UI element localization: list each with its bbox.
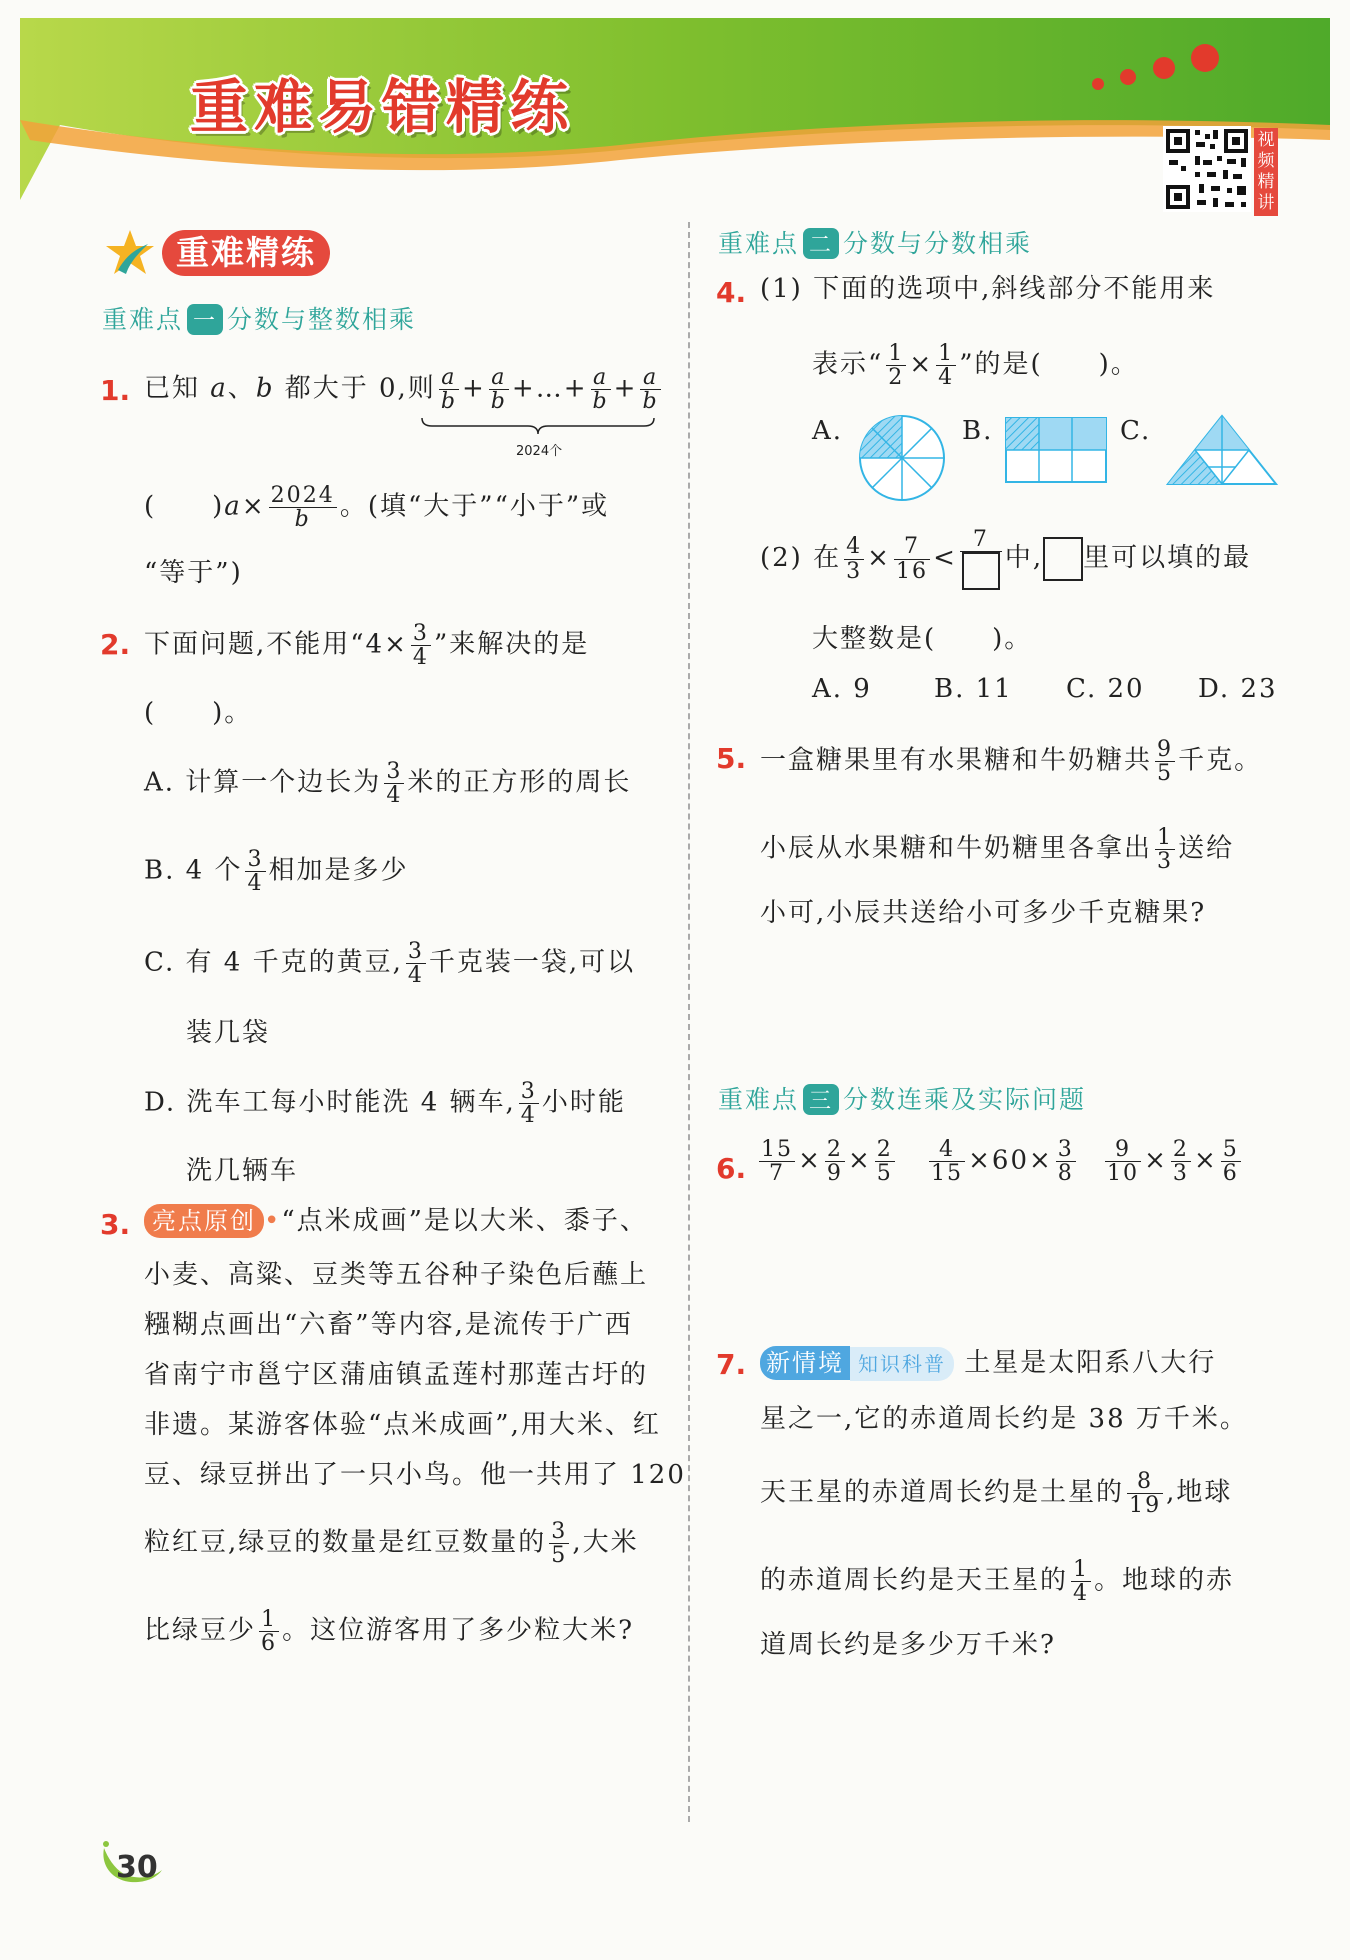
q4-part1-line2: 表示“ $\frac{1}{2}$ × $\frac{1}{4}$ ”的是( )。 — [812, 340, 1139, 391]
q4-choice-b[interactable]: B. 11 — [934, 674, 1013, 704]
q4-option-c-triangle-figure — [1166, 414, 1278, 486]
question-number-7: 7. — [716, 1348, 747, 1381]
q4-choice-c[interactable]: C. 20 — [1066, 674, 1145, 704]
section-heading-1: 重难点 一 分数与整数相乘 — [102, 305, 417, 334]
q4-part1-line1: (1) 下面的选项中,斜线部分不能用来 — [760, 274, 1216, 304]
q4-option-b-label[interactable]: B. — [962, 416, 994, 446]
page-number: 30 — [116, 1850, 158, 1885]
section-badge-main: 重难精练 — [162, 230, 330, 276]
q1-line-1: 已知 a、b 都大于 0,则 $\frac{a}{b}$ + $\frac{a}{b}$ +…+ $\frac{a}{b}$ + $\frac{a}{b}$ — [144, 364, 659, 415]
q2-option-d[interactable]: D. 洗车工每小时能洗 4 辆车, $\frac{3}{4}$ 小时能 — [144, 1078, 626, 1129]
question-number-2: 2. — [100, 628, 131, 661]
q3-line-6: 豆、绿豆拼出了一只小鸟。他一共用了 120 — [144, 1460, 686, 1490]
q7-line-1: 新情境 知识科普 土星是太阳系八大行 — [760, 1346, 1216, 1381]
q1-underbrace — [420, 416, 656, 436]
question-number-4: 4. — [716, 276, 747, 309]
qr-code-icon[interactable] — [1163, 126, 1251, 212]
answer-box-denominator[interactable] — [962, 552, 1000, 590]
q1-line-2: ( )a× $\frac{2024}{b}$ 。(填“大于”“小于”或 — [144, 482, 610, 533]
q4-part2-line2: 大整数是( )。 — [812, 624, 1033, 654]
q4-choice-d[interactable]: D. 23 — [1198, 674, 1278, 704]
q6-expression-1: $\frac{15}{7}$ × $\frac{2}{9}$ × $\frac{2}{5}$ — [761, 1136, 893, 1187]
star-logo-icon — [100, 226, 160, 278]
qr-video-label: 视频精讲 — [1254, 128, 1278, 216]
q7-line-2: 星之一,它的赤道周长约是 38 万千米。 — [760, 1404, 1248, 1434]
q3-line-7: 粒红豆,绿豆的数量是红豆数量的 $\frac{3}{5}$ ,大米 — [144, 1518, 639, 1569]
q1-brace-count: 2024个 — [516, 444, 563, 459]
q5-line-1: 一盒糖果里有水果糖和牛奶糖共 $\frac{9}{5}$ 千克。 — [760, 736, 1263, 787]
q2-line-2: ( )。 — [144, 698, 253, 728]
q3-line-8: 比绿豆少 $\frac{1}{6}$ 。这位游客用了多少粒大米? — [144, 1606, 635, 1657]
q2-option-d-cont: 洗几辆车 — [186, 1156, 299, 1186]
q2-option-c[interactable]: C. 有 4 千克的黄豆, $\frac{3}{4}$ 千克装一袋,可以 — [144, 938, 636, 989]
new-context-tag: 新情境 — [760, 1346, 850, 1380]
q7-line-3: 天王星的赤道周长约是土星的 $\frac{8}{19}$ ,地球 — [760, 1468, 1233, 1519]
original-highlight-tag: 亮点原创 — [144, 1204, 264, 1238]
q4-choice-a[interactable]: A. 9 — [812, 674, 872, 704]
page-header-title: 重难易错精练 — [190, 73, 575, 141]
q5-line-3: 小可,小辰共送给小可多少千克糖果? — [760, 898, 1207, 928]
q1-line-3: “等于”) — [144, 558, 243, 588]
question-number-5: 5. — [716, 742, 747, 775]
q4-option-b-grid-figure — [1004, 416, 1108, 484]
q2-option-a[interactable]: A. 计算一个边长为 $\frac{3}{4}$ 米的正方形的周长 — [144, 758, 632, 809]
column-divider — [688, 222, 690, 1822]
answer-box-inline[interactable] — [1043, 537, 1083, 581]
q3-line-2: 小麦、高粱、豆类等五谷种子染色后蘸上 — [144, 1260, 649, 1290]
question-number-1: 1. — [100, 374, 131, 407]
question-number-3: 3. — [100, 1208, 131, 1241]
section-heading-2: 重难点 二 分数与分数相乘 — [718, 229, 1033, 258]
q3-line-5: 非遗。某游客体验“点米成画”,用大米、红 — [144, 1410, 661, 1440]
q6-expression-3: $\frac{9}{10}$ × $\frac{2}{3}$ × $\frac{5}{6}$ — [1107, 1136, 1239, 1187]
q2-option-c-cont: 装几袋 — [186, 1018, 271, 1048]
question-number-6: 6. — [716, 1152, 747, 1185]
q4-option-a-circle-figure — [856, 412, 948, 504]
q7-line-4: 的赤道周长约是天王星的 $\frac{1}{4}$ 。地球的赤 — [760, 1556, 1235, 1607]
q3-line-4: 省南宁市邕宁区蒲庙镇孟莲村那莲古圩的 — [144, 1360, 649, 1390]
q2-option-b[interactable]: B. 4 个 $\frac{3}{4}$ 相加是多少 — [144, 846, 409, 897]
q5-line-2: 小辰从水果糖和牛奶糖里各拿出 $\frac{1}{3}$ 送给 — [760, 824, 1235, 875]
q4-part2-line1: (2) 在 $\frac{4}{3}$ × $\frac{7}{16}$ < 7 中, 里可以填的最 — [760, 528, 1251, 590]
section-heading-3: 重难点 三 分数连乘及实际问题 — [718, 1085, 1087, 1114]
q6-expression-2: $\frac{4}{15}$ ×60× $\frac{3}{8}$ — [931, 1136, 1074, 1187]
knowledge-tag: 知识科普 — [850, 1347, 954, 1381]
q7-line-5: 道周长约是多少万千米? — [760, 1630, 1056, 1660]
q2-line-1: 下面问题,不能用“4× $\frac{3}{4}$ ”来解决的是 — [144, 620, 590, 671]
q3-line-3: 糨糊点画出“六畜”等内容,是流传于广西 — [144, 1310, 633, 1340]
q3-line-1: 亮点原创 •“点米成画”是以大米、黍子、 — [144, 1204, 648, 1238]
q4-option-c-label[interactable]: C. — [1120, 416, 1152, 446]
q4-option-a-label[interactable]: A. — [812, 416, 844, 446]
